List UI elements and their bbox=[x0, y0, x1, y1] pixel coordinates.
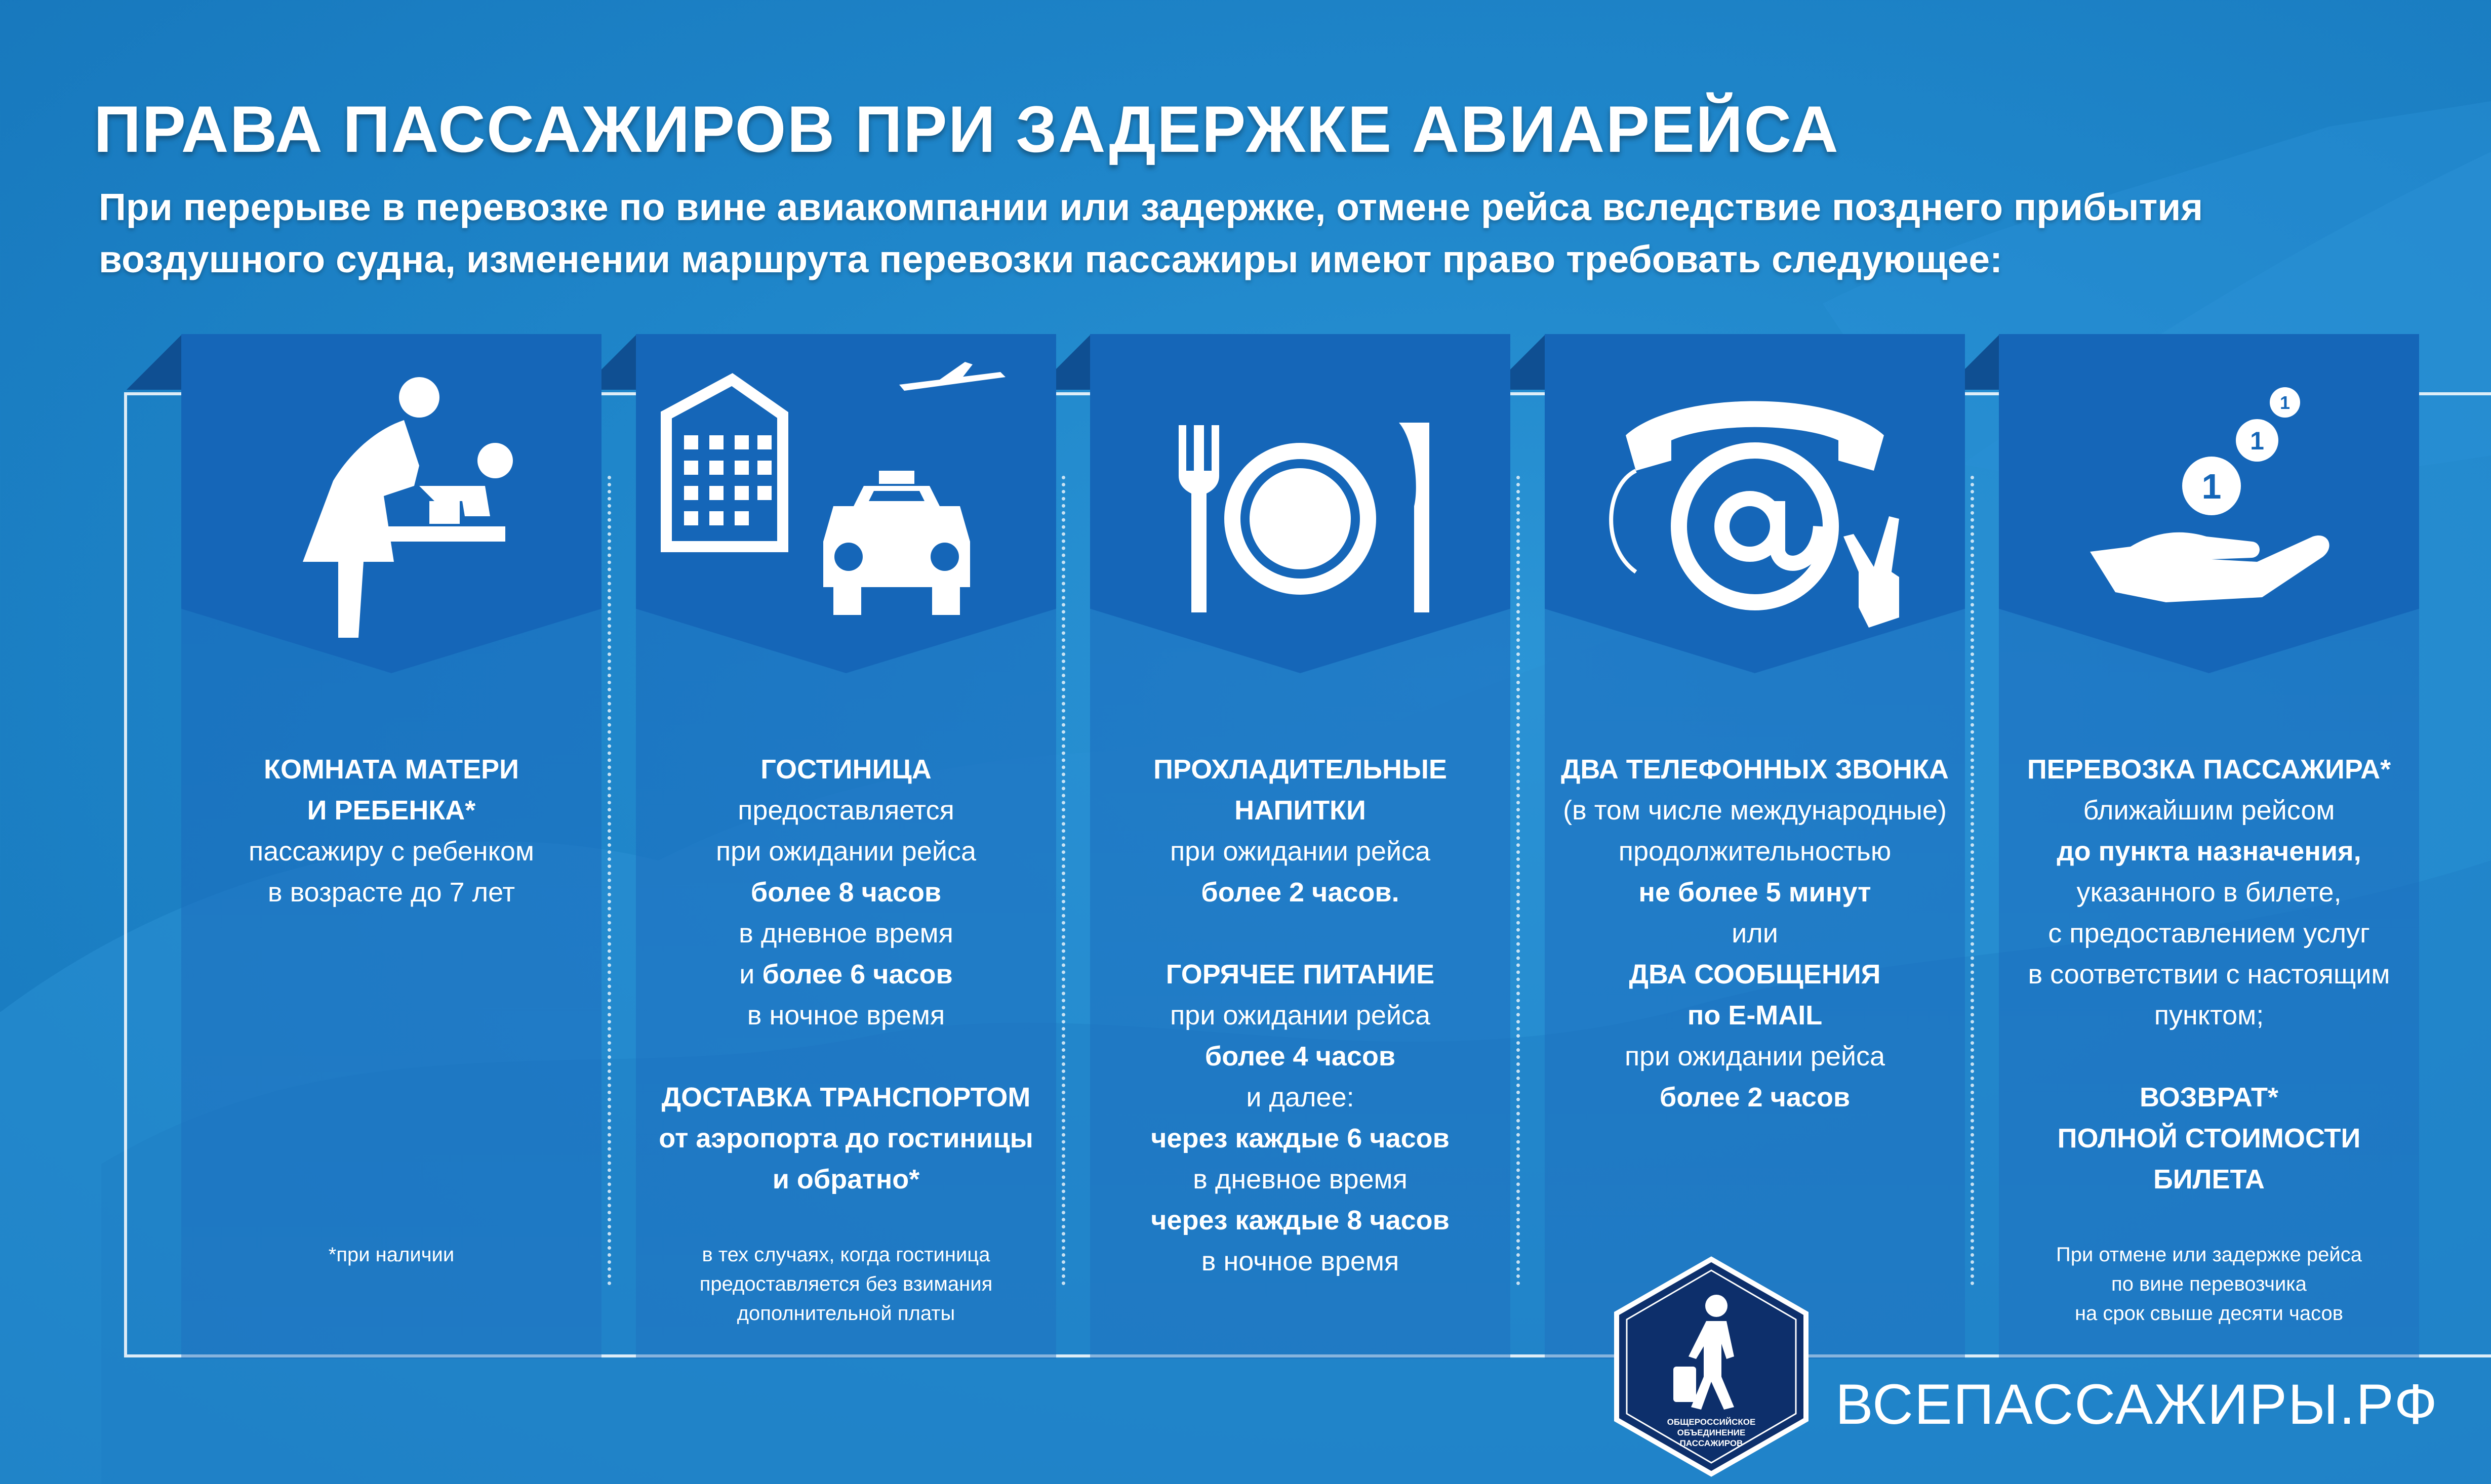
passenger-association-logo[interactable] bbox=[1613, 1255, 1810, 1478]
page-title: ПРАВА ПАССАЖИРОВ ПРИ ЗАДЕРЖКЕ АВИАРЕЙСА bbox=[94, 92, 1839, 166]
item-heading: ГОСТИНИЦА bbox=[760, 754, 932, 785]
item-text: пассажиру с ребенком bbox=[248, 836, 535, 867]
item-text-bold: более 8 часов bbox=[750, 877, 942, 908]
column-food-drinks bbox=[1090, 334, 1510, 1359]
page-subtitle bbox=[99, 181, 2326, 285]
phone-email-icon bbox=[1545, 334, 1965, 648]
item-text: указанного в билете, bbox=[2076, 877, 2342, 908]
footnote-line: на срок свыше десяти часов bbox=[2074, 1302, 2344, 1325]
column-text bbox=[1555, 749, 1955, 1118]
item-heading: КОМНАТА МАТЕРИ bbox=[264, 754, 519, 785]
footnote-line: *при наличии bbox=[328, 1244, 455, 1266]
item-text-bold: более 4 часов bbox=[1204, 1041, 1396, 1071]
mother-child-icon bbox=[181, 334, 601, 648]
column-text bbox=[2009, 749, 2409, 1200]
item-text: продолжительностью bbox=[1618, 836, 1892, 867]
website-link[interactable]: ВСЕПАССАЖИРЫ.РФ bbox=[1835, 1373, 2438, 1436]
footnote bbox=[646, 1240, 1046, 1328]
item-text: при ожидании рейса bbox=[1624, 1041, 1885, 1071]
item-text-bold: более 2 часов. bbox=[1201, 877, 1399, 908]
item-text: предоставляется bbox=[738, 795, 954, 826]
item-text: и далее: bbox=[1246, 1082, 1354, 1112]
item-heading: И РЕБЕНКА* bbox=[307, 795, 476, 826]
hand-coins-icon bbox=[1999, 334, 2419, 648]
item-text: и bbox=[739, 959, 755, 990]
item-text-bold: не более 5 минут bbox=[1638, 877, 1871, 908]
item-text-bold: через каждые 8 часов bbox=[1151, 1205, 1450, 1235]
item-heading: ПОЛНОЙ СТОИМОСТИ bbox=[2057, 1123, 2361, 1153]
logo-line: ОБЩЕРОССИЙСКОЕ bbox=[1667, 1417, 1756, 1427]
column-separator bbox=[608, 476, 611, 1286]
coin-label: 1 bbox=[2201, 467, 2222, 506]
column-separator bbox=[1516, 476, 1520, 1286]
item-heading: ДВА СООБЩЕНИЯ bbox=[1629, 959, 1881, 990]
item-text-bold: более 6 часов bbox=[762, 959, 953, 990]
item-heading: ПРОХЛАДИТЕЛЬНЫЕ bbox=[1153, 754, 1447, 785]
item-text: в соответствии с настоящим bbox=[2028, 959, 2390, 990]
item-text-bold: от аэропорта до гостиницы bbox=[659, 1123, 1033, 1153]
item-heading: ГОРЯЧЕЕ ПИТАНИЕ bbox=[1166, 959, 1435, 990]
column-text bbox=[1100, 749, 1500, 1282]
item-text-bold: через каждые 6 часов bbox=[1151, 1123, 1450, 1153]
hotel-taxi-icon bbox=[636, 334, 1056, 648]
item-text: или bbox=[1732, 918, 1778, 949]
item-text: с предоставлением услуг bbox=[2048, 918, 2370, 949]
item-text: пунктом; bbox=[2154, 1000, 2264, 1030]
footnote bbox=[2009, 1240, 2409, 1328]
item-text-bold: до пункта назначения, bbox=[2057, 836, 2361, 867]
item-text: в возрасте до 7 лет bbox=[267, 877, 515, 908]
logo-line: ОБЪЕДИНЕНИЕ bbox=[1677, 1428, 1746, 1437]
column-separator bbox=[1062, 476, 1065, 1286]
item-heading: НАПИТКИ bbox=[1234, 795, 1366, 826]
footnote-line: предоставляется без взимания bbox=[699, 1273, 993, 1295]
item-text: при ожидании рейса bbox=[715, 836, 977, 867]
column-fold bbox=[127, 334, 182, 390]
footnote-line: в тех случаях, когда гостиница bbox=[702, 1244, 990, 1266]
item-text: в ночное время bbox=[1201, 1246, 1399, 1276]
item-heading: по E-MAIL bbox=[1687, 1000, 1823, 1030]
item-text: в дневное время bbox=[1193, 1164, 1408, 1194]
item-text: (в том числе международные) bbox=[1563, 795, 1947, 826]
logo-line: ПАССАЖИРОВ bbox=[1679, 1438, 1743, 1448]
item-text: при ожидании рейса bbox=[1170, 1000, 1431, 1030]
item-text: при ожидании рейса bbox=[1170, 836, 1431, 867]
item-text: в ночное время bbox=[747, 1000, 945, 1030]
footnote-line: дополнительной платы bbox=[737, 1302, 955, 1325]
item-text: ближайшим рейсом bbox=[2083, 795, 2335, 826]
footnote-line: При отмене или задержке рейса bbox=[2056, 1244, 2362, 1266]
column-text bbox=[646, 749, 1046, 1200]
item-text-bold: и обратно* bbox=[772, 1164, 920, 1194]
item-heading: ДОСТАВКА ТРАНСПОРТОМ bbox=[661, 1082, 1031, 1112]
footnote-line: по вине перевозчика bbox=[2111, 1273, 2307, 1295]
column-communication bbox=[1545, 334, 1965, 1359]
subtitle-line: При перерыве в перевозке по вине авиакомпании или задержке, отмене рейса вследствие позднего прибытия bbox=[99, 186, 2203, 228]
coin-label: 1 bbox=[2279, 392, 2291, 413]
item-heading: БИЛЕТА bbox=[2153, 1164, 2265, 1194]
column-text bbox=[191, 749, 591, 913]
plate-cutlery-icon bbox=[1090, 334, 1510, 648]
footnote bbox=[191, 1240, 591, 1269]
item-text-mixed bbox=[646, 954, 1046, 995]
item-heading: ВОЗВРАТ* bbox=[2139, 1082, 2279, 1112]
column-hotel bbox=[636, 334, 1056, 1359]
item-heading: ДВА ТЕЛЕФОННЫХ ЗВОНКА bbox=[1560, 754, 1949, 785]
subtitle-line: воздушного судна, изменении маршрута перевозки пассажиры имеют право требовать следующее: bbox=[99, 238, 2003, 280]
column-mother-child-room bbox=[181, 334, 601, 1359]
column-transport-refund bbox=[1999, 334, 2419, 1359]
item-text-bold: более 2 часов bbox=[1659, 1082, 1851, 1112]
coin-label: 1 bbox=[2250, 427, 2264, 455]
item-text: в дневное время bbox=[739, 918, 953, 949]
column-separator bbox=[1971, 476, 1974, 1286]
item-heading: ПЕРЕВОЗКА ПАССАЖИРА* bbox=[2027, 754, 2391, 785]
